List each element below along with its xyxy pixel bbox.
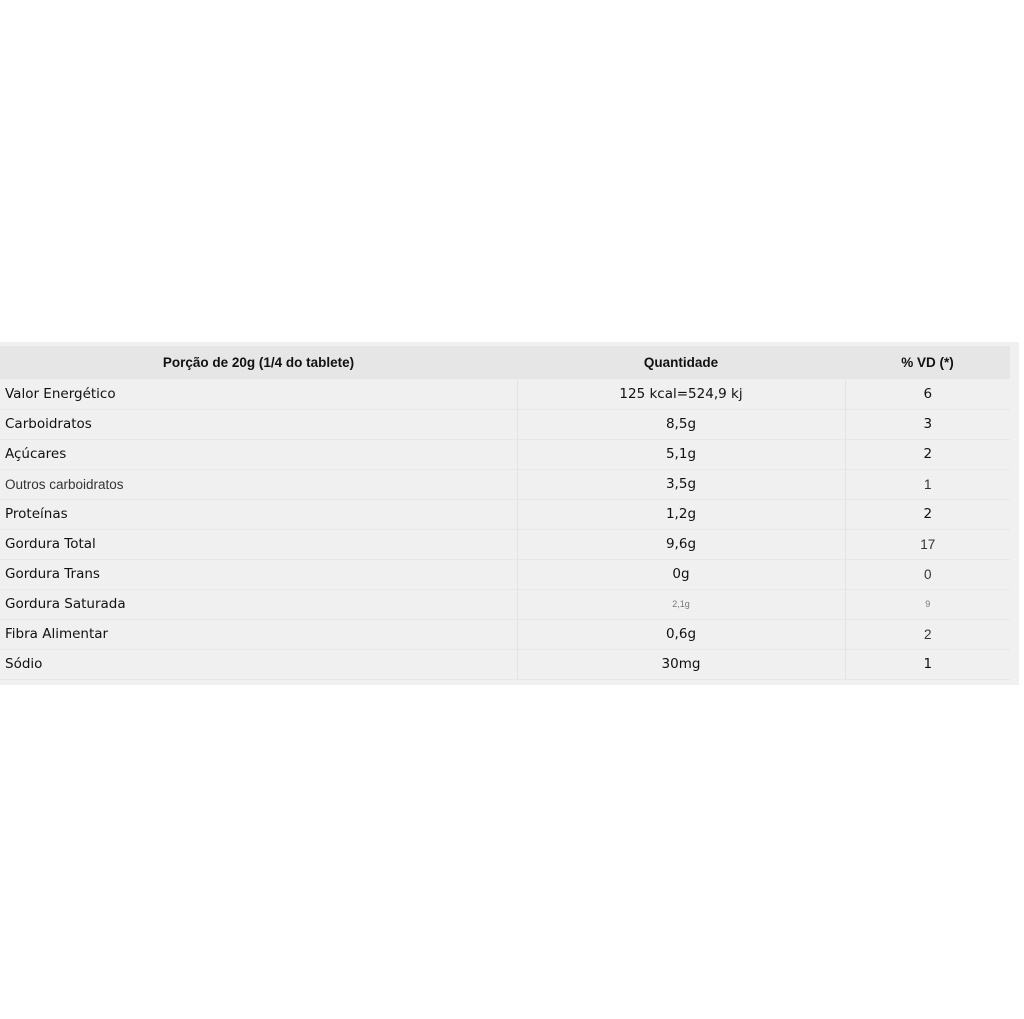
header-quantity: Quantidade: [643, 355, 719, 370]
row-quantity: 0g: [517, 559, 845, 589]
row-label: Fibra Alimentar: [0, 619, 517, 649]
row-quantity: 9,6g: [517, 529, 845, 559]
row-vd: 2: [923, 446, 933, 462]
row-quantity: 5,1g: [517, 439, 845, 469]
table-row: [0, 589, 1010, 619]
row-label: Outros carboidratos: [0, 469, 517, 499]
table-row: [0, 499, 1010, 529]
row-vd: 1: [923, 656, 933, 672]
row-quantity: 0,6g: [517, 619, 845, 649]
table-row: [0, 469, 1010, 499]
row-quantity: 1,2g: [517, 499, 845, 529]
table-row: [0, 559, 1010, 589]
table-header-row: [0, 346, 1010, 379]
nutrition-table: [0, 346, 1010, 680]
row-label: Proteínas: [0, 499, 517, 529]
row-label: Gordura Trans: [0, 559, 517, 589]
table-row: [0, 379, 1010, 409]
row-vd: 2: [923, 626, 932, 642]
header-vd: % VD (*): [901, 355, 954, 370]
row-label: Gordura Total: [0, 529, 517, 559]
row-quantity: 3,5g: [517, 469, 845, 499]
table-row: [0, 649, 1010, 679]
row-vd: 6: [923, 385, 933, 402]
row-label: Sódio: [0, 649, 517, 679]
nutrition-table-container: [0, 342, 1019, 685]
table-row: [0, 529, 1010, 559]
row-quantity: 2,1g: [517, 589, 845, 619]
row-label: Valor Energético: [0, 379, 517, 409]
header-portion: Porção de 20g (1/4 do tablete): [162, 355, 355, 370]
row-vd: 17: [920, 536, 936, 552]
row-quantity: 30mg: [517, 649, 845, 679]
row-vd: 0: [923, 566, 932, 582]
table-row: [0, 409, 1010, 439]
row-vd: 1: [923, 476, 932, 492]
row-label: Carboidratos: [0, 409, 517, 439]
table-row: [0, 619, 1010, 649]
row-quantity: 125 kcal=524,9 kj: [517, 379, 845, 409]
row-vd: 2: [923, 506, 933, 522]
row-quantity: 8,5g: [517, 409, 845, 439]
row-vd: 9: [925, 599, 931, 609]
table-row: [0, 439, 1010, 469]
row-label: Açúcares: [0, 439, 517, 469]
row-vd: 3: [923, 416, 933, 432]
row-label: Gordura Saturada: [0, 589, 517, 619]
